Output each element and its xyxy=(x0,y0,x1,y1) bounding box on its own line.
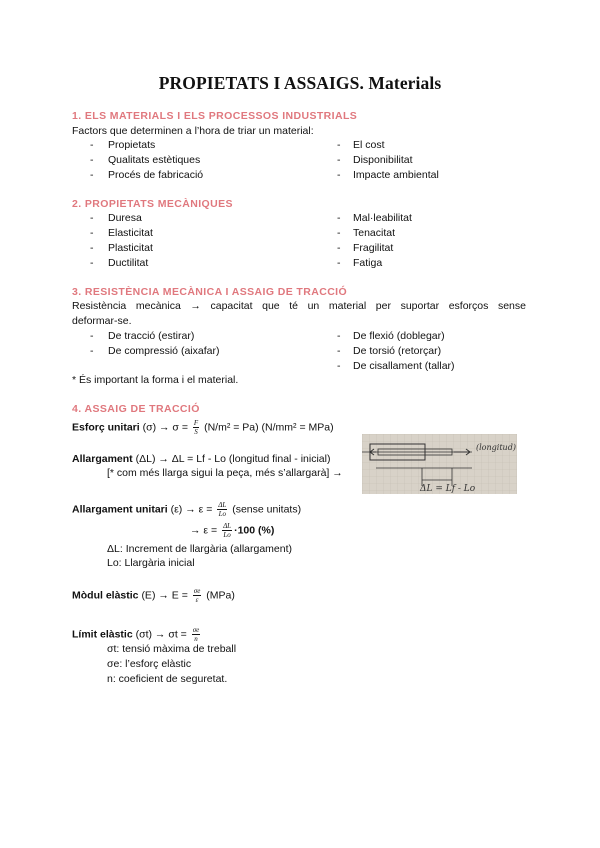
sigma-e-definition: σe: l’esforç elàstic xyxy=(107,658,192,670)
s2-left-list-item: Ductilitat xyxy=(108,257,149,269)
page-title: PROPIETATS I ASSAIGS. Materials xyxy=(158,73,442,93)
allargament-percent-symbol: → ε = xyxy=(190,524,218,537)
allargament-percent-denominator: Lo xyxy=(223,531,231,539)
allargament-unitari-label: Allargament unitari xyxy=(72,503,168,516)
s1-right-list-item: Impacte ambiental xyxy=(353,169,439,181)
s2-right-list-item: Mal·leabilitat xyxy=(353,212,412,224)
list-dash: - xyxy=(337,212,341,224)
modul-elastic-label: Mòdul elàstic xyxy=(72,589,139,602)
list-dash: - xyxy=(90,257,94,269)
allargament-line xyxy=(72,453,330,465)
allargament-unitari-line xyxy=(72,501,301,518)
list-dash: - xyxy=(337,242,341,254)
sketch-formula-label: ΔL = Lf - Lo xyxy=(420,484,476,494)
esforc-fraction xyxy=(193,419,199,436)
esforc-symbol: (σ) → σ = xyxy=(142,421,188,434)
allargament-formula: (ΔL) → ΔL = Lf - Lo (longitud final - inicial) xyxy=(135,453,331,465)
esforc-units: (N/m² = Pa) (N/mm² = MPa) xyxy=(204,421,334,434)
list-dash: - xyxy=(337,227,341,239)
allargament-percent-fraction xyxy=(222,522,232,539)
modul-elastic-fraction xyxy=(193,587,202,604)
section-1-heading: 1. ELS MATERIALS I ELS PROCESSOS INDUSTRIALS xyxy=(72,110,358,122)
s2-left-list-item: Plasticitat xyxy=(108,242,153,254)
allargament-percent-line xyxy=(190,522,274,539)
limit-elastic-numerator: σe xyxy=(192,626,200,634)
tensile-specimen-sketch-photo xyxy=(362,434,517,494)
list-dash: - xyxy=(90,330,94,342)
s3-right-list-item: De cisallament (tallar) xyxy=(353,360,455,372)
section-3-definition-line2: deformar-se. xyxy=(72,315,132,327)
list-dash: - xyxy=(337,360,341,372)
list-dash: - xyxy=(90,345,94,357)
list-dash: - xyxy=(337,330,341,342)
list-dash: - xyxy=(90,139,94,151)
limit-elastic-label: Límit elàstic xyxy=(72,628,133,641)
section-3-heading: 3. RESISTÈNCIA MECÀNICA I ASSAIG DE TRACCIÓ xyxy=(72,286,348,298)
limit-elastic-symbol: (σt) → σt = xyxy=(135,628,187,641)
s3-right-list-item: De flexió (doblegar) xyxy=(353,330,445,342)
s1-left-list-item: Procés de fabricació xyxy=(108,169,204,181)
allargament-unitari-symbol: (ε) → ε = xyxy=(170,503,213,516)
s1-left-list-item: Propietats xyxy=(108,139,156,151)
esforc-unitari-line xyxy=(72,419,334,436)
list-dash: - xyxy=(337,139,341,151)
s3-left-list-item: De compressió (aixafar) xyxy=(108,345,220,357)
s3-left-list-item: De tracció (estirar) xyxy=(108,330,195,342)
allargament-note: [* com més llarga sigui la peça, més s’allargarà] → xyxy=(107,467,343,479)
modul-elastic-denominator: ε xyxy=(195,596,199,604)
list-dash: - xyxy=(337,345,341,357)
sigma-t-definition: σt: tensió màxima de treball xyxy=(107,643,237,655)
modul-elastic-symbol: (E) → E = xyxy=(141,589,188,602)
s2-right-list-item: Fragilitat xyxy=(353,242,394,254)
esforc-label: Esforç unitari xyxy=(72,421,140,434)
list-dash: - xyxy=(337,257,341,269)
section-3-definition-line1: Resistència mecànica → capacitat que té un material per suportar esforços sense xyxy=(72,300,526,312)
s1-left-list-item: Qualitats estètiques xyxy=(108,154,201,166)
section-1-intro: Factors que determinen a l’hora de triar un material: xyxy=(72,125,314,137)
modul-elastic-units: (MPa) xyxy=(206,589,235,602)
s2-right-list-item: Fatiga xyxy=(353,257,383,269)
s2-right-list-item: Tenacitat xyxy=(353,227,396,239)
section-3-note: * És important la forma i el material. xyxy=(72,374,239,386)
allargament-unitari-denominator: Lo xyxy=(218,510,226,518)
list-dash: - xyxy=(90,242,94,254)
limit-elastic-denominator: n xyxy=(194,635,198,643)
list-dash: - xyxy=(90,227,94,239)
list-dash: - xyxy=(90,154,94,166)
allargament-unitari-fraction xyxy=(217,501,227,518)
list-dash: - xyxy=(337,169,341,181)
sketch-drawing xyxy=(362,434,517,494)
s2-left-list-item: Elasticitat xyxy=(108,227,153,239)
allargament-label: Allargament xyxy=(72,453,133,465)
s3-right-list-item: De torsió (retorçar) xyxy=(353,345,442,357)
list-dash: - xyxy=(90,212,94,224)
limit-elastic-fraction xyxy=(192,626,201,643)
modul-elastic-line xyxy=(72,587,235,604)
allargament-unitari-numerator: ΔL xyxy=(218,501,227,509)
n-definition: n: coeficient de seguretat. xyxy=(107,673,228,685)
esforc-denominator: S xyxy=(194,428,198,436)
lo-definition: Lo: Llargària inicial xyxy=(107,557,195,569)
delta-l-definition: ΔL: Increment de llargària (allargament) xyxy=(107,543,293,555)
s1-right-list-item: El cost xyxy=(353,139,385,151)
limit-elastic-line xyxy=(72,626,202,643)
esforc-numerator: F xyxy=(193,419,199,427)
allargament-percent-numerator: ΔL xyxy=(223,522,232,530)
s2-left-list-item: Duresa xyxy=(108,212,142,224)
list-dash: - xyxy=(90,169,94,181)
s1-right-list-item: Disponibilitat xyxy=(353,154,413,166)
sketch-longitud-label: (longitud) xyxy=(476,443,516,452)
allargament-unitari-units: (sense unitats) xyxy=(232,503,302,516)
allargament-percent-multiplier: ·100 (%) xyxy=(234,524,275,537)
modul-elastic-numerator: σe xyxy=(193,587,201,595)
list-dash: - xyxy=(337,154,341,166)
section-2-heading: 2. PROPIETATS MECÀNIQUES xyxy=(72,198,233,210)
section-4-heading: 4. ASSAIG DE TRACCIÓ xyxy=(72,403,200,415)
